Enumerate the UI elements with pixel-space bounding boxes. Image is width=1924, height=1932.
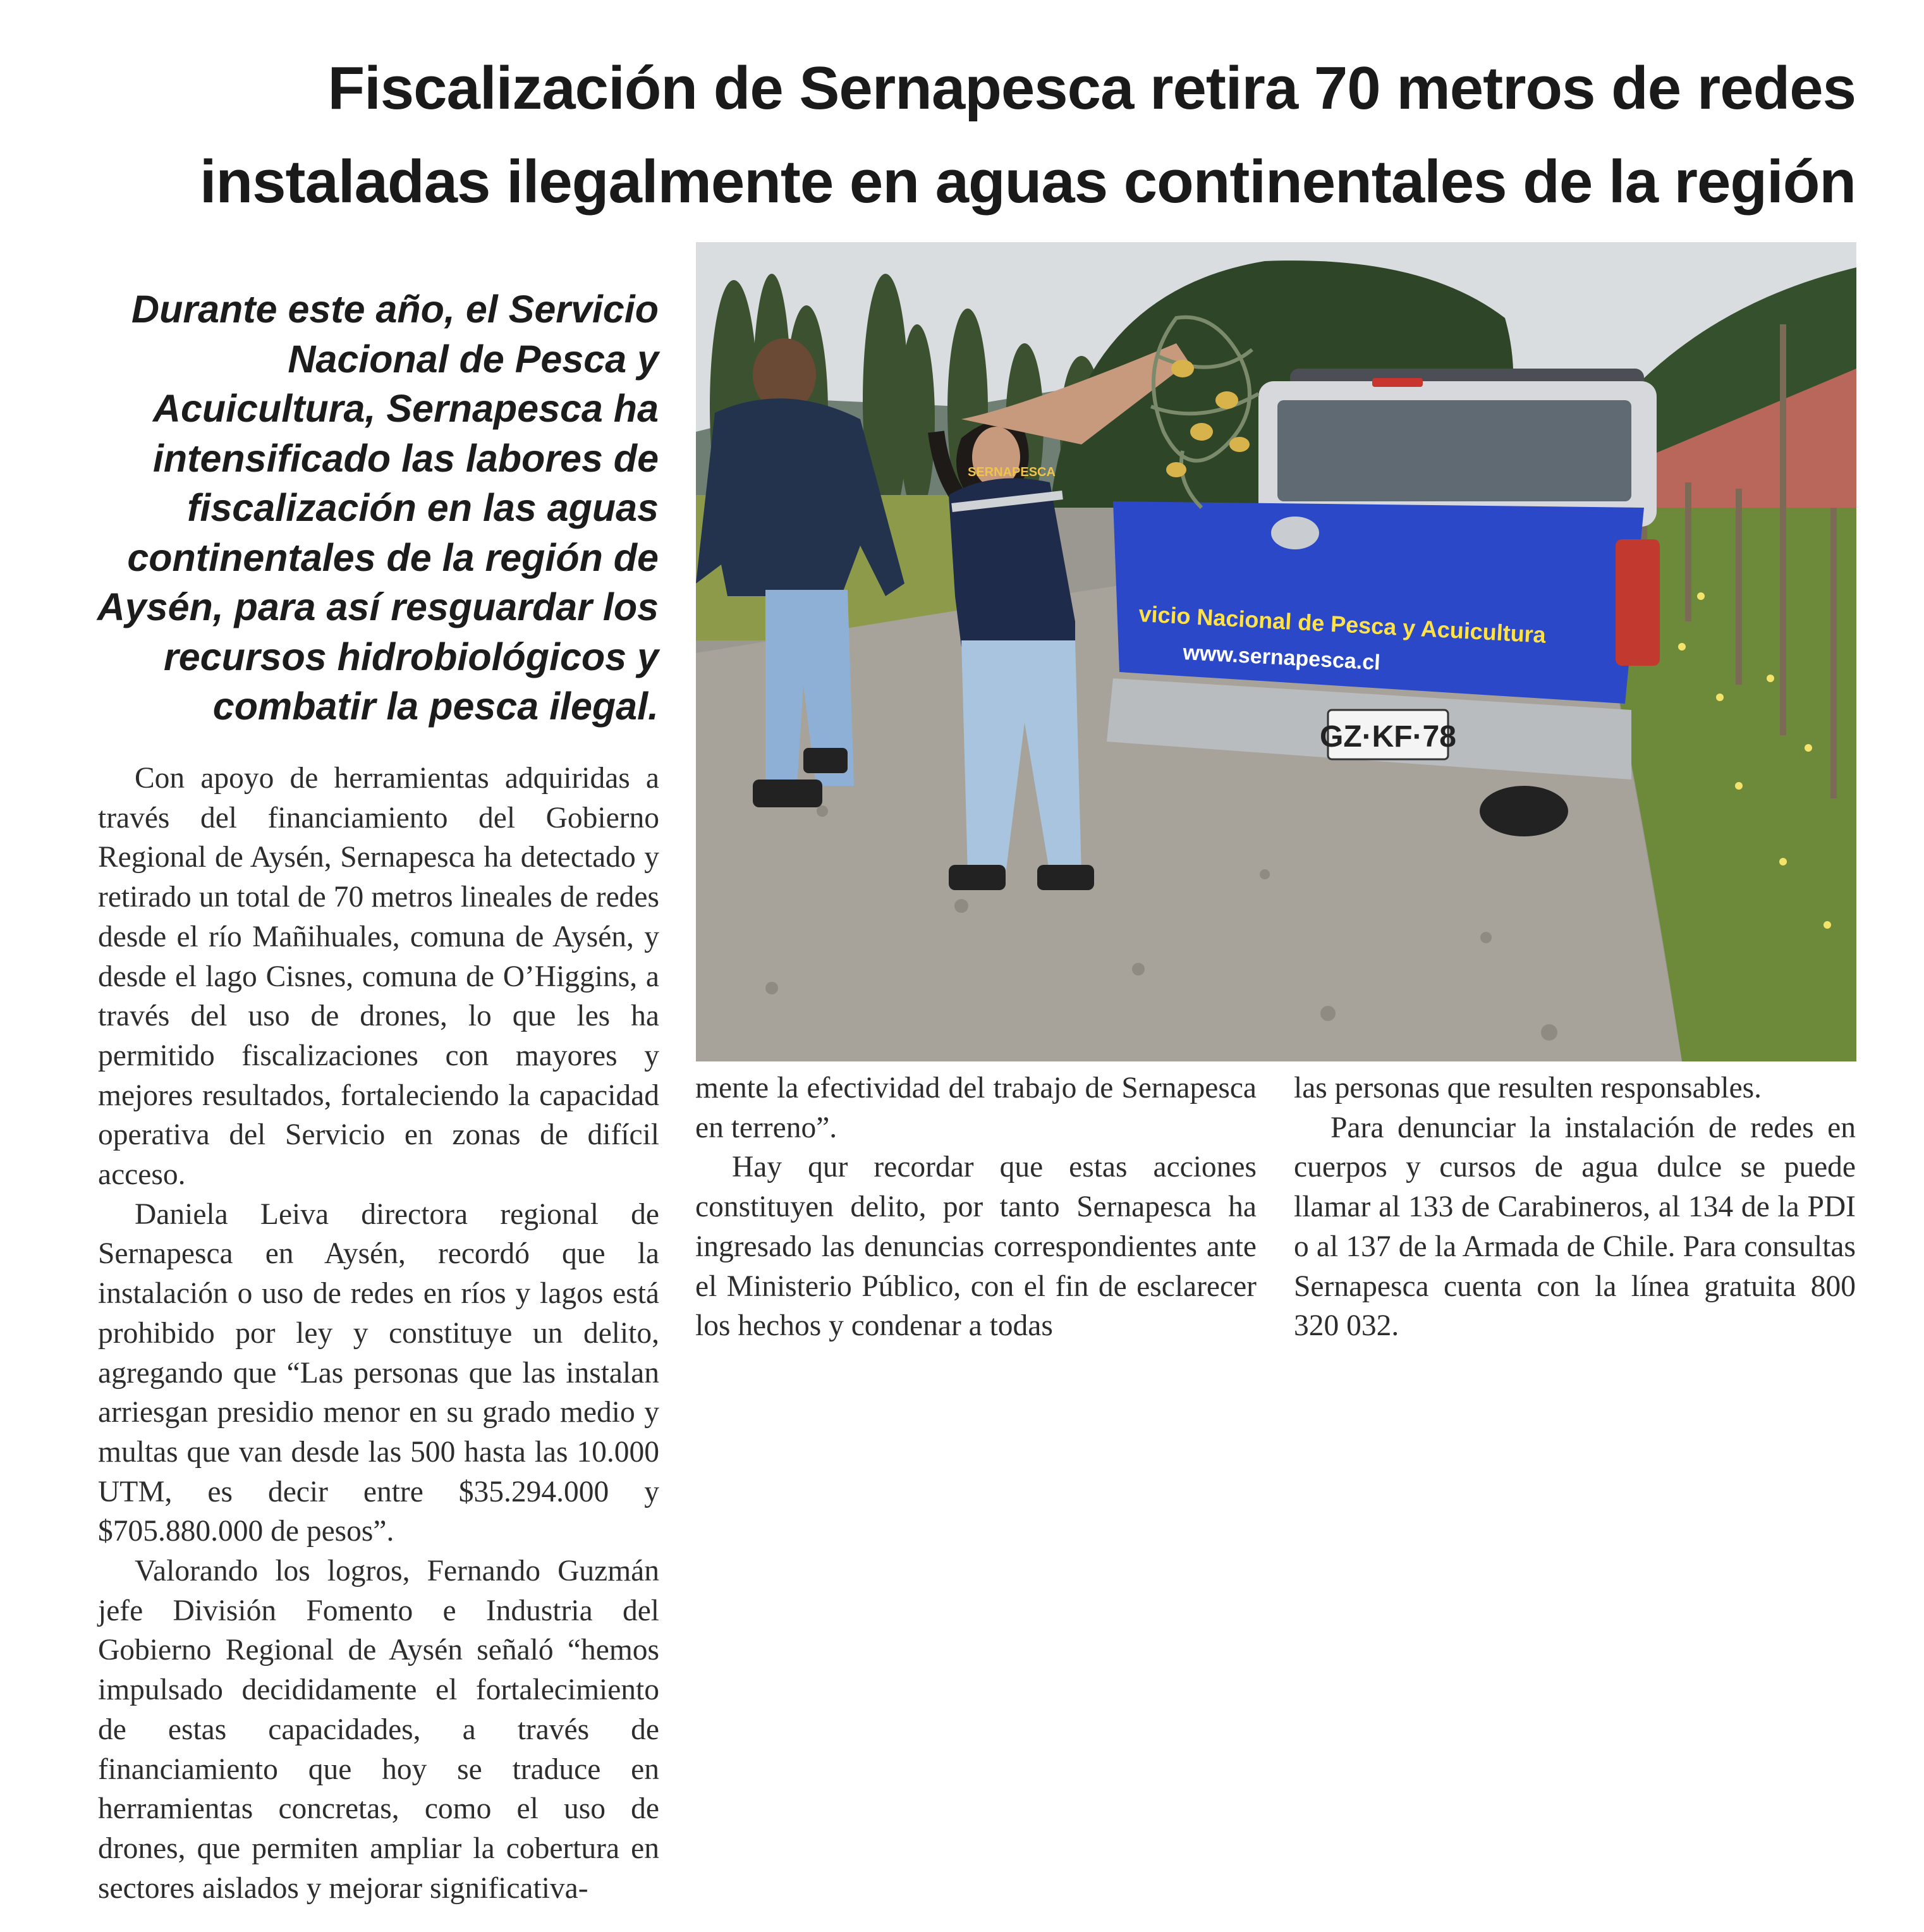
truck-door-text: vicio Nacional de Pesca y Acuicultura [1138, 601, 1547, 648]
tail-light [1616, 539, 1660, 666]
paragraph: las personas que resulten responsables. [1294, 1072, 1762, 1104]
headline-line-1: Fiscalización de Sernapesca retira 70 metros de redes [327, 54, 1856, 122]
nissan-logo [1271, 517, 1319, 549]
paragraph: Daniela Leiva directora regional de Sernapesca en Aysén, recordó que la instalación o uso de redes en ríos y lagos está prohibido por ley y constituye un delito, agregando que “Las personas que las instalan arriesgan presidio menor en su grado medio y multas que van desde las 500 hasta las 10.000 UTM, es decir entre $35.294.000 y $705.880.000 de pesos”. [98, 1197, 659, 1548]
headline [95, 42, 1856, 229]
vest-logo: SERNAPESCA [968, 465, 1056, 479]
paragraph: mente la efectividad del trabajo de Sernapesca en terreno”. [695, 1072, 1257, 1144]
paragraph: Valorando los logros, Fernando Guzmán jefe División Fomento e Industria del Gobierno Regional de Aysén señaló “hemos impulsado decididamente el fortalecimiento de estas capacidades, a través de financiamiento que hoy se traduce en herramientas concretas, como el uso de drones, que permiten ampliar la cobertura en sectores aislados y mejorar significativa- [98, 1555, 659, 1905]
truck-wheel [1480, 786, 1568, 836]
paragraph: Hay qur recordar que estas acciones constituyen delito, por tanto Sernapesca ha ingresado las denuncias correspondientes ante el Ministerio Público, con el fin de esclarecer los hechos y condenar a todas [695, 1151, 1257, 1343]
license-plate-text: GZ·KF·78 [1320, 720, 1456, 754]
lead-paragraph: Durante este año, el Servicio Nacional de Pesca y Acuicultura, Sernapesca ha intensificado las labores de fiscalización en las aguas continentales de la región de Aysén, para así resguardar los recursos hidrobiológicos y combatir la pesca ilegal. [97, 288, 659, 728]
headline-line-2: instaladas ilegalmente en aguas continentales de la región [199, 148, 1856, 216]
article-photo [696, 242, 1856, 1061]
truck-url: www.sernapesca.cl [1182, 640, 1381, 675]
article-column-3 [1294, 1068, 1856, 1346]
paragraph: Para denunciar la instalación de redes en cuerpos y cursos de agua dulce se puede llamar al 133 de Carabineros, al 134 de la PDI o al 137 de la Armada de Chile. Para consultas Sernapesca cuenta con la línea gratuita 800 320 032. [1294, 1111, 1856, 1343]
paragraph: Con apoyo de herramientas adquiridas a través del financiamiento del Gobierno Regional de Aysén, Sernapesca ha detectado y retirado un total de 70 metros lineales de redes desde el río Mañihuales, comuna de Aysén, y desde el lago Cisnes, comuna de O’Higgins, a través del uso de drones, lo que les ha permitido fiscalizaciones con mayores y mejores resultados, fortaleciendo la capacidad operativa del Servicio en zonas de difícil acceso. [98, 762, 659, 1192]
article-column-2 [695, 1068, 1257, 1346]
article-column-1 [98, 759, 659, 1908]
